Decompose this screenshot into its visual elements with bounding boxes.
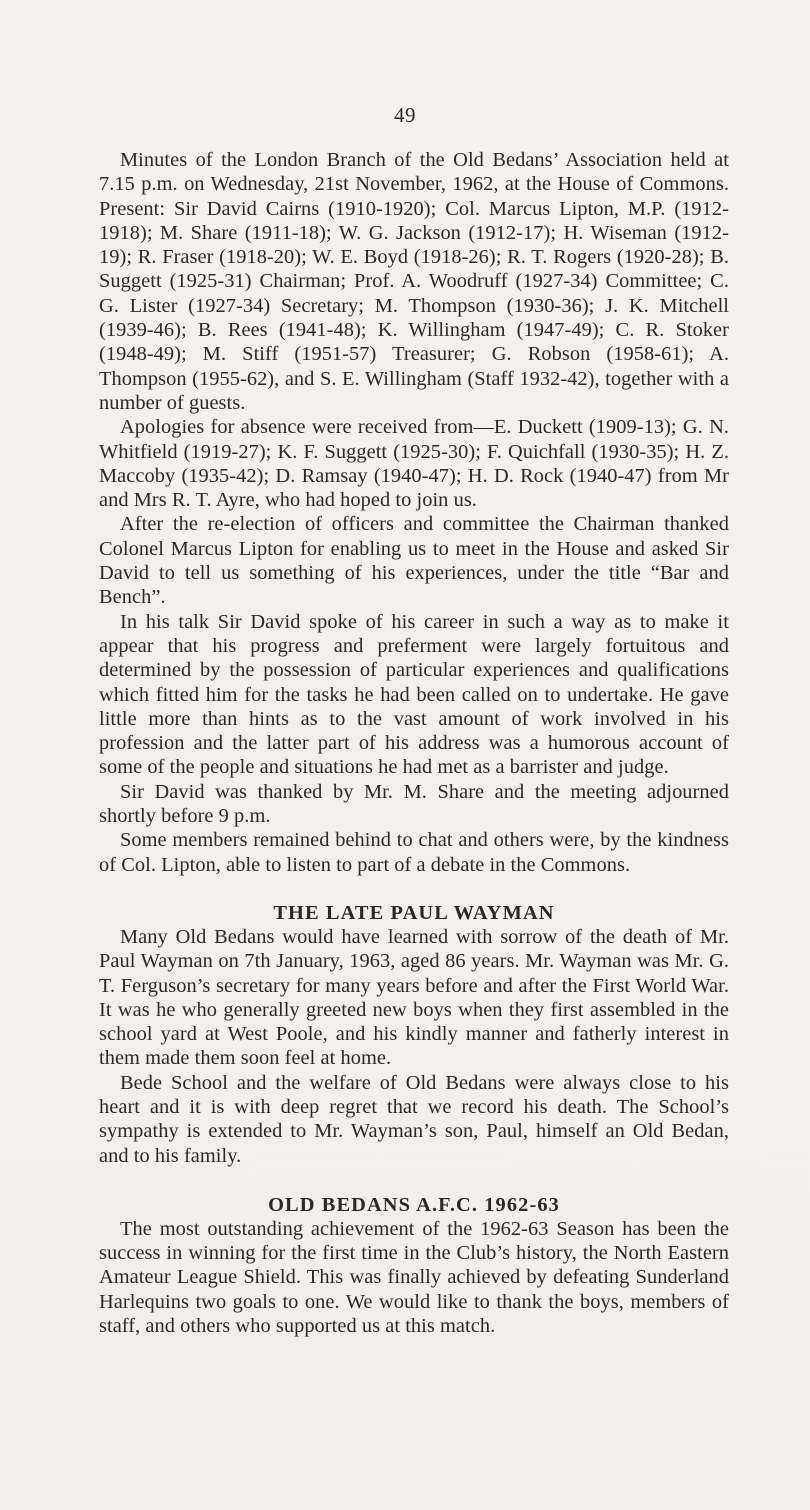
afc-paragraph-season: The most outstanding achievement of the 1962-63 Season has been the success in winning for the first time in the Club’s history, the North Eastern Amateur League Shield. This was finally achieved by defeating Sunderland Harlequins two goals to one. We would like to thank the boys, members of staff, and others who supported us at this match. bbox=[99, 1217, 729, 1338]
page-content bbox=[99, 148, 729, 1338]
wayman-paragraph-sympathy: Bede School and the welfare of Old Bedans were always close to his heart and it is with deep regret that we record his death. The School’s sympathy is extended to Mr. Wayman’s son, Paul, himself an Old Bedan, and to his family. bbox=[99, 1071, 729, 1167]
minutes-paragraph-apologies: Apologies for absence were received from—E. Duckett (1909-13); G. N. Whitfield (1919-27); K. F. Suggett (1925-30); F. Quichfall (1930-35); H. Z. Maccoby (1935-42); D. Ramsay (1940-47); H. D. Rock (1940-47) from Mr and Mrs R. T. Ayre, who had hoped to join us. bbox=[99, 416, 729, 512]
minutes-paragraph-talk: In his talk Sir David spoke of his career in such a way as to make it appear that his progress and preferment were largely fortuitous and determined by the possession of particular experiences and qualifications which fitted him for the tasks he had been called on to undertake. He gave little more than hints as to the vast amount of work involved in his profession and the latter part of his address was a humorous account of some of the people and situations he had met as a barrister and judge. bbox=[99, 610, 729, 779]
minutes-paragraph-re-election: After the re-election of officers and committee the Chairman thanked Colonel Marcus Lipton for enabling us to meet in the House and asked Sir David to tell us something of his experiences, under the title “Bar and Bench”. bbox=[99, 513, 729, 609]
wayman-obituary-section bbox=[99, 901, 729, 1168]
page-number: 49 bbox=[394, 103, 416, 127]
london-branch-minutes-section bbox=[99, 148, 729, 877]
afc-heading: OLD BEDANS A.F.C. 1962-63 bbox=[268, 1193, 560, 1216]
wayman-paragraph-death: Many Old Bedans would have learned with sorrow of the death of Mr. Paul Wayman on 7th January, 1963, aged 86 years. Mr. Wayman was Mr. G. T. Ferguson’s secretary for many years before and after the First World War. It was he who generally greeted new boys when they first assembled in the school yard at West Poole, and his kindly manner and fatherly interest in them made them soon feel at home. bbox=[99, 925, 729, 1070]
afc-report-section bbox=[99, 1193, 729, 1338]
minutes-paragraph-attendance: Minutes of the London Branch of the Old Bedans’ Association held at 7.15 p.m. on Wednesday, 21st November, 1962, at the House of Commons. Present: Sir David Cairns (1910-1920); Col. Marcus Lipton, M.P. (1912-1918); M. Share (1911-18); W. G. Jackson (1912-17); H. Wiseman (1912-19); R. Fraser (1918-20); W. E. Boyd (1918-26); R. T. Rogers (1920-28); B. Suggett (1925-31) Chairman; Prof. A. Woodruff (1927-34) Committee; C. G. Lister (1927-34) Secretary; M. Thompson (1930-36); J. K. Mitchell (1939-46); B. Rees (1941-48); K. Willingham (1947-49); C. R. Stoker (1948-49); M. Stiff (1951-57) Treasurer; G. Robson (1958-61); A. Thompson (1955-62), and S. E. Willingham (Staff 1932-42), together with a number of guests. bbox=[99, 149, 729, 414]
minutes-paragraph-thanks: Sir David was thanked by Mr. M. Share and the meeting adjourned shortly before 9 p.m. bbox=[99, 780, 729, 828]
wayman-heading: THE LATE PAUL WAYMAN bbox=[273, 901, 555, 924]
minutes-paragraph-debate: Some members remained behind to chat and others were, by the kindness of Col. Lipton, able to listen to part of a debate in the Commons. bbox=[99, 829, 729, 876]
